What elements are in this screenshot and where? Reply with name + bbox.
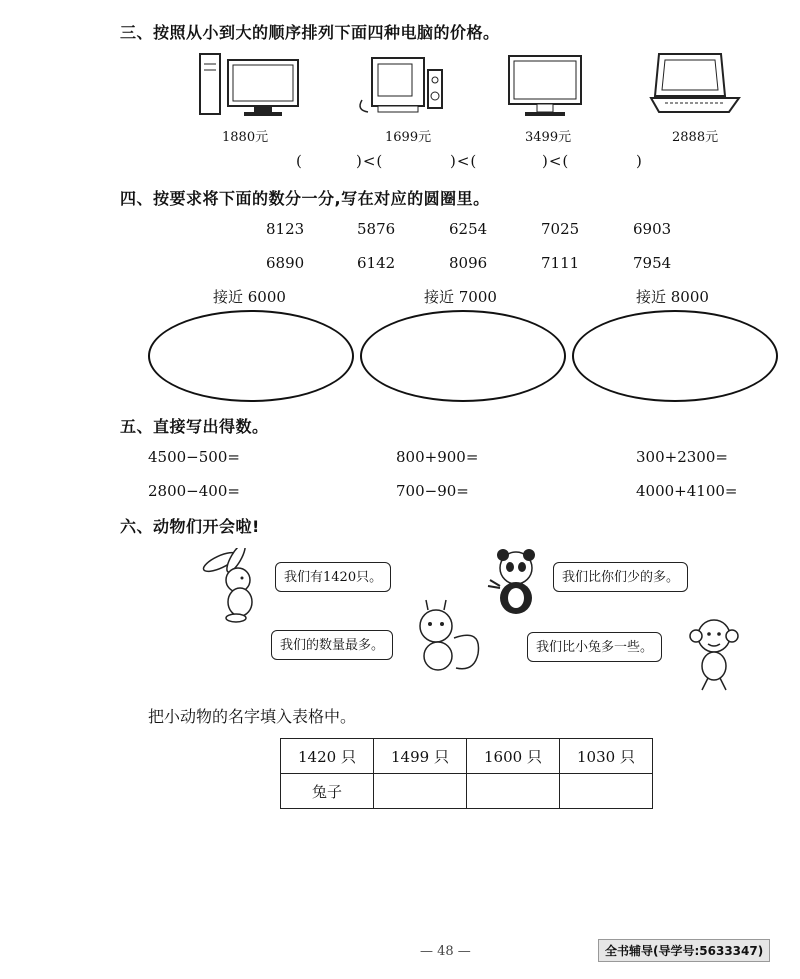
ellipse-label-8000: 接近 8000 xyxy=(636,288,709,306)
panda-icon xyxy=(486,546,548,616)
table-row xyxy=(281,774,653,809)
price-computer-2: 1699元 xyxy=(385,130,432,145)
calc-item: 4000+4100= xyxy=(636,482,738,500)
guide-badge: 全书辅导(导学号:5633347) xyxy=(598,939,770,962)
ellipse-label-6000: 接近 6000 xyxy=(213,288,286,306)
table-cell: 1499 只 xyxy=(374,739,467,774)
animal-count-table xyxy=(280,738,653,809)
number: 7111 xyxy=(541,254,580,272)
price-computer-4: 2888元 xyxy=(672,130,719,145)
page-number: — 48 — xyxy=(420,944,471,959)
answer-ellipse-8000[interactable] xyxy=(572,310,778,402)
answer-cell[interactable] xyxy=(374,774,467,809)
number: 8123 xyxy=(266,220,305,238)
speech-bubble-monkey: 我们比小兔多一些。 xyxy=(527,632,662,662)
crt-computer-icon xyxy=(352,50,452,120)
section-3-title: 三、按照从小到大的顺序排列下面四种电脑的价格。 xyxy=(120,23,500,42)
number: 8096 xyxy=(449,254,488,272)
table-header-row xyxy=(281,739,653,774)
answer-ellipse-6000[interactable] xyxy=(148,310,354,402)
table-cell: 兔子 xyxy=(281,774,374,809)
table-cell: 1600 只 xyxy=(467,739,560,774)
number: 7025 xyxy=(541,220,580,238)
ellipse-label-7000: 接近 7000 xyxy=(424,288,497,306)
speech-bubble-panda: 我们比你们少的多。 xyxy=(553,562,688,592)
desktop-computer-icon xyxy=(196,50,306,120)
compare-close: ) xyxy=(636,152,643,170)
speech-bubble-rabbit: 我们有1420只。 xyxy=(275,562,391,592)
answer-ellipse-7000[interactable] xyxy=(360,310,566,402)
compare-open: ( xyxy=(296,152,303,170)
compare-lt-1: )<( xyxy=(356,152,384,170)
calc-item: 4500−500= xyxy=(148,448,240,466)
calc-item: 700−90= xyxy=(396,482,469,500)
price-computer-1: 1880元 xyxy=(222,130,269,145)
squirrel-icon xyxy=(404,598,484,674)
speech-bubble-squirrel: 我们的数量最多。 xyxy=(271,630,393,660)
number: 6142 xyxy=(357,254,396,272)
section-6-title: 六、动物们开会啦! xyxy=(120,517,260,536)
section-4-title: 四、按要求将下面的数分一分,写在对应的圆圈里。 xyxy=(120,189,490,208)
section-5-title: 五、直接写出得数。 xyxy=(120,417,269,436)
table-instruction: 把小动物的名字填入表格中。 xyxy=(148,707,357,726)
table-cell: 1030 只 xyxy=(560,739,653,774)
calc-item: 800+900= xyxy=(396,448,479,466)
number: 5876 xyxy=(357,220,396,238)
number: 6254 xyxy=(449,220,488,238)
calc-item: 2800−400= xyxy=(148,482,240,500)
calc-item: 300+2300= xyxy=(636,448,728,466)
monkey-icon xyxy=(678,614,752,694)
laptop-icon xyxy=(645,50,745,120)
number: 6890 xyxy=(266,254,305,272)
table-cell: 1420 只 xyxy=(281,739,374,774)
compare-lt-3: )<( xyxy=(542,152,570,170)
number: 7954 xyxy=(633,254,672,272)
answer-cell[interactable] xyxy=(467,774,560,809)
price-computer-3: 3499元 xyxy=(525,130,572,145)
compare-lt-2: )<( xyxy=(450,152,478,170)
rabbit-icon xyxy=(198,548,268,624)
flat-monitor-icon xyxy=(505,50,585,120)
number: 6903 xyxy=(633,220,672,238)
answer-cell[interactable] xyxy=(560,774,653,809)
